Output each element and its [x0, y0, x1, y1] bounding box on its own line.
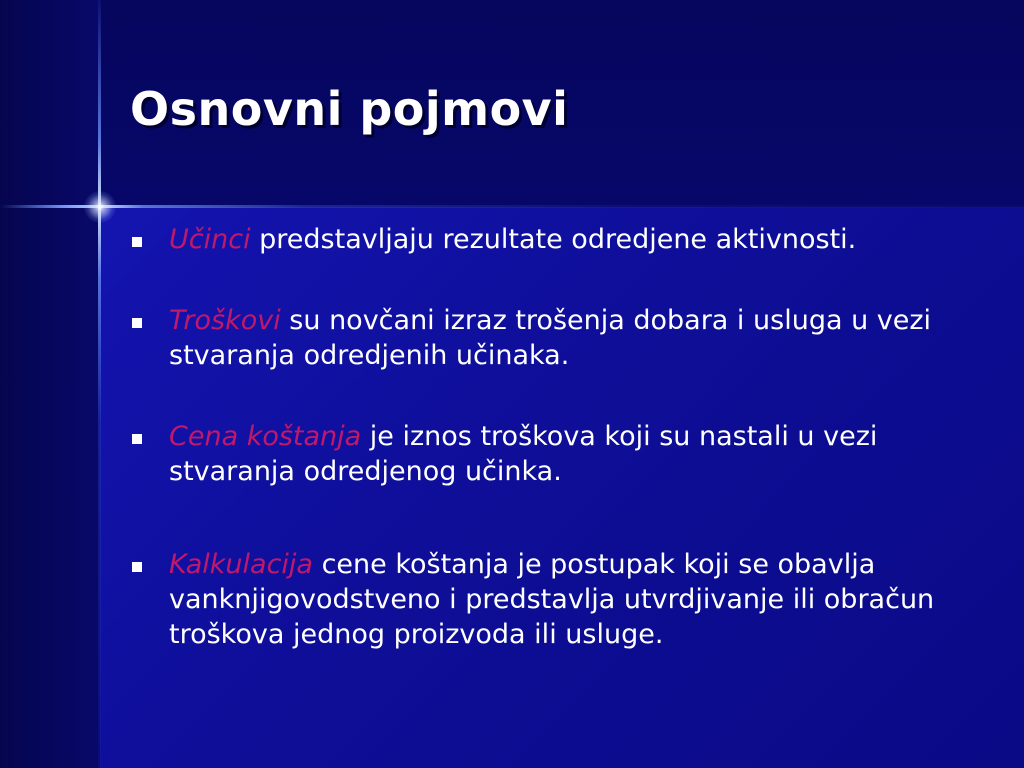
bullet-item — [130, 222, 970, 257]
square-bullet-icon — [132, 237, 142, 247]
square-bullet-icon — [132, 318, 142, 328]
bullet-term: Troškovi — [169, 305, 281, 336]
bullet-text: je iznos troškova koji su nastali u vezi stvaranja odredjenog učinka. — [169, 421, 878, 487]
bullet-item — [130, 547, 970, 652]
bullet-term: Kalkulacija — [169, 549, 313, 580]
bullet-item — [130, 419, 970, 489]
bullet-term: Učinci — [169, 224, 251, 255]
square-bullet-icon — [132, 434, 142, 444]
left-band — [0, 0, 100, 768]
square-bullet-icon — [132, 562, 142, 572]
bullet-item — [130, 303, 970, 373]
bullet-text: cene koštanja je postupak koji se obavlja vanknjigovodstveno i predstavlja utvrdjivanje ili obračun troškova jednog proizvoda ili usluge. — [169, 549, 935, 650]
sparkle-cross-icon — [84, 191, 116, 223]
vertical-divider — [98, 0, 101, 768]
bullet-text: predstavljaju rezultate odredjene aktivnosti. — [250, 224, 857, 255]
bullet-term: Cena koštanja — [169, 421, 362, 452]
bullet-text: su novčani izraz trošenja dobara i usluga u vezi stvaranja odredjenih učinaka. — [169, 305, 932, 371]
bullet-list — [130, 222, 970, 698]
slide-title: Osnovni pojmovi — [130, 82, 569, 136]
horizontal-divider — [0, 205, 1024, 208]
